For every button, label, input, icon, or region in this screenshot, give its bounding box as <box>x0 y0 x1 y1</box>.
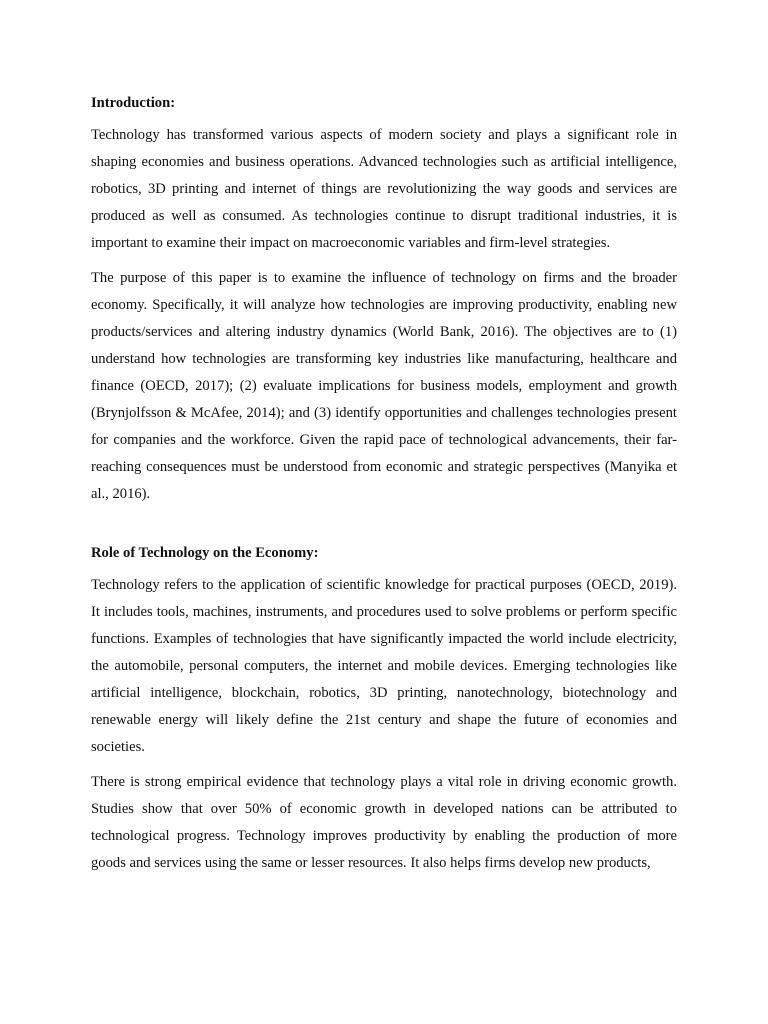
paragraph: Technology refers to the application of scientific knowledge for practical purposes (OECD, 2019). It includes tools, machines, instruments, and procedures used to solve problems or perform specific functions. Examples of technologies that have significantly impacted the world include electricity, the automobile, personal computers, the internet and mobile devices. Emerging technologies like artificial intelligence, blockchain, robotics, 3D printing, nanotechnology, biotechnology and renewable energy will likely define the 21st century and shape the future of economies and societies. <box>91 577 677 755</box>
section-spacer <box>91 516 677 544</box>
section-heading-introduction: Introduction: <box>91 95 176 111</box>
paragraph: The purpose of this paper is to examine the influence of technology on firms and the broader economy. Specifically, it will analyze how technologies are improving productivity, enabling new products/services and altering industry dynamics (World Bank, 2016). The objectives are to (1) understand how technologies are transforming key industries like manufacturing, healthcare and finance (OECD, 2017); (2) evaluate implications for business models, employment and growth (Brynjolfsson & McAfee, 2014); and (3) identify opportunities and challenges technologies present for companies and the workforce. Given the rapid pace of technological advancements, their far-reaching consequences must be understood from economic and strategic perspectives (Manyika et al., 2016). <box>91 270 677 502</box>
section-heading-role-of-technology: Role of Technology on the Economy: <box>91 545 319 561</box>
paragraph: There is strong empirical evidence that technology plays a vital role in driving economic growth. Studies show that over 50% of economic growth in developed nations can be attributed to technological progress. Technology improves productivity by enabling the production of more goods and services using the same or lesser resources. It also helps firms develop new products, <box>91 774 677 871</box>
paragraph: Technology has transformed various aspects of modern society and plays a significant role in shaping economies and business operations. Advanced technologies such as artificial intelligence, robotics, 3D printing and internet of things are revolutionizing the way goods and services are produced as well as consumed. As technologies continue to disrupt traditional industries, it is important to examine their impact on macroeconomic variables and firm-level strategies. <box>91 127 677 251</box>
